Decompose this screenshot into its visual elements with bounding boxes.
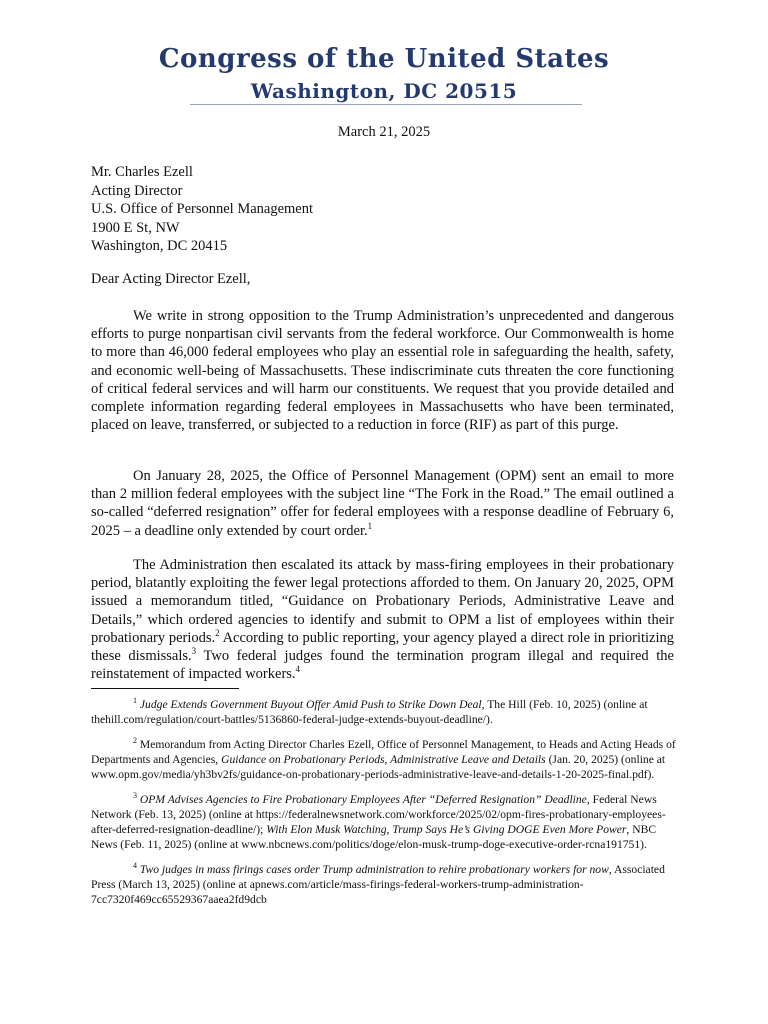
recipient-address — [91, 163, 313, 256]
footnote-ref-1[interactable]: 1 — [367, 520, 373, 531]
footnote-citation: , The Hill (Feb. 10, 2025) (online at thehill.com/regulation/court-battles/5136860-federal-judge-extends-buyout-deadline/). — [91, 698, 648, 726]
footnote-title: Two judges in mass firings cases order Trump administration to rehire probationary workers for now — [139, 863, 609, 876]
footnote-4 — [91, 862, 681, 907]
footnote-2 — [91, 737, 681, 782]
footnote-ref-2[interactable]: 2 — [215, 627, 220, 638]
recipient-title: Acting Director — [91, 182, 183, 199]
footnote-3 — [91, 792, 681, 852]
footnote-number: 3 — [133, 791, 137, 801]
footnote-citation: , Federal News Network (Feb. 13, 2025) (online at https://federalnewsnetwork.com/workforce/2025/02/opm-fires-probationary-employees-after-deferred-resignation-deadline/); — [91, 793, 666, 836]
letterhead — [0, 42, 768, 104]
footnote-number: 2 — [133, 736, 137, 746]
footnote-citation: Memorandum from Acting Director Charles Ezell, Office of Personnel Management, to Heads and Acting Heads of Departments and Agencies, — [91, 738, 676, 766]
paragraph-text: According to public reporting, your agency played a direct role in prioritizing these dismissals. — [91, 629, 674, 665]
footnote-1 — [91, 697, 681, 727]
footnote-title: With Elon Musk Watching, Trump Says He’s Giving DOGE Even More Power — [266, 823, 627, 836]
paragraph-text: We write in strong opposition to the Trump Administration’s unprecedented and dangerous efforts to purge nonpartisan civil servants from the federal workforce. Our Commonwealth is home to more than 46,000 federal employees who play an essential role in safeguarding the health, safety, and economic well-being of Massachusetts. These indiscriminate cuts threaten the core functioning of critical federal services and will harm our constituents. We request that you provide detailed and complete information regarding federal employees in Massachusetts who have been terminated, placed on leave, transferred, or subjected to a reduction in force (RIF) as part of this purge. — [91, 308, 674, 434]
letter-date: March 21, 2025 — [337, 124, 431, 140]
recipient-city: Washington, DC 20415 — [91, 238, 228, 254]
footnote-citation: , Associated Press (March 13, 2025) (online at apnews.com/article/mass-firings-federal-workers-trump-administration-7cc7320f469cc65529367aaea2fd9dcb — [91, 863, 665, 906]
letterhead-title: Congress of the United States — [158, 44, 610, 74]
footnote-title: OPM Advises Agencies to Fire Probationary Employees After “Deferred Resignation” Deadline — [139, 793, 587, 806]
body-paragraph-3 — [91, 556, 674, 683]
body-paragraph-1 — [91, 307, 674, 434]
paragraph-text: Two federal judges found the termination program illegal and required the reinstatement of impacted workers. — [91, 648, 674, 683]
recipient-office: U.S. Office of Personnel Management — [91, 201, 314, 217]
footnotes — [91, 697, 681, 917]
footnote-citation: , NBC News (Feb. 11, 2025) (online at www.nbcnews.com/politics/doge/elon-musk-trump-doge-executive-order-rcna191751). — [91, 823, 657, 851]
recipient-name: Mr. Charles Ezell — [91, 164, 193, 180]
paragraph-text: The Administration then escalated its attack by mass-firing employees in their probationary period, blatantly exploiting the fewer legal protections afforded to them. On January 20, 2025, OPM issued a memorandum titled, “Guidance on Probationary Periods, Administrative Leave and Details,” which ordered agencies to identify and submit to OPM a list of employees within their probationary periods. — [91, 557, 674, 646]
footnote-number: 1 — [133, 696, 137, 706]
letterhead-subtitle: Washington, DC 20515 — [250, 79, 518, 103]
letterhead-divider — [190, 104, 582, 105]
footnote-ref-4[interactable]: 4 — [295, 664, 301, 675]
paragraph-text: On January 28, 2025, the Office of Personnel Management (OPM) sent an email to more than 2 million federal employees with the subject line “The Fork in the Road.” The email outlined a so-called “deferred resignation” offer for federal employees with a response deadline of February 6, 2025 – a deadline only extended by court order. — [91, 468, 674, 539]
footnote-title: Judge Extends Government Buyout Offer Amid Push to Strike Down Deal — [139, 698, 482, 711]
salutation: Dear Acting Director Ezell, — [91, 271, 251, 287]
footnote-title: Guidance on Probationary Periods, Administrative Leave and Details — [221, 753, 546, 766]
footnote-divider — [91, 688, 239, 689]
recipient-street: 1900 E St, NW — [91, 219, 180, 236]
footnote-ref-3[interactable]: 3 — [191, 646, 197, 657]
body-paragraph-2 — [91, 467, 674, 540]
footnote-number: 4 — [133, 861, 137, 871]
footnote-citation: (Jan. 20, 2025) (online at www.opm.gov/media/yh3bv2fs/guidance-on-probationary-periods-administrative-leave-and-details-1-20-2025-final.pdf). — [91, 753, 666, 781]
